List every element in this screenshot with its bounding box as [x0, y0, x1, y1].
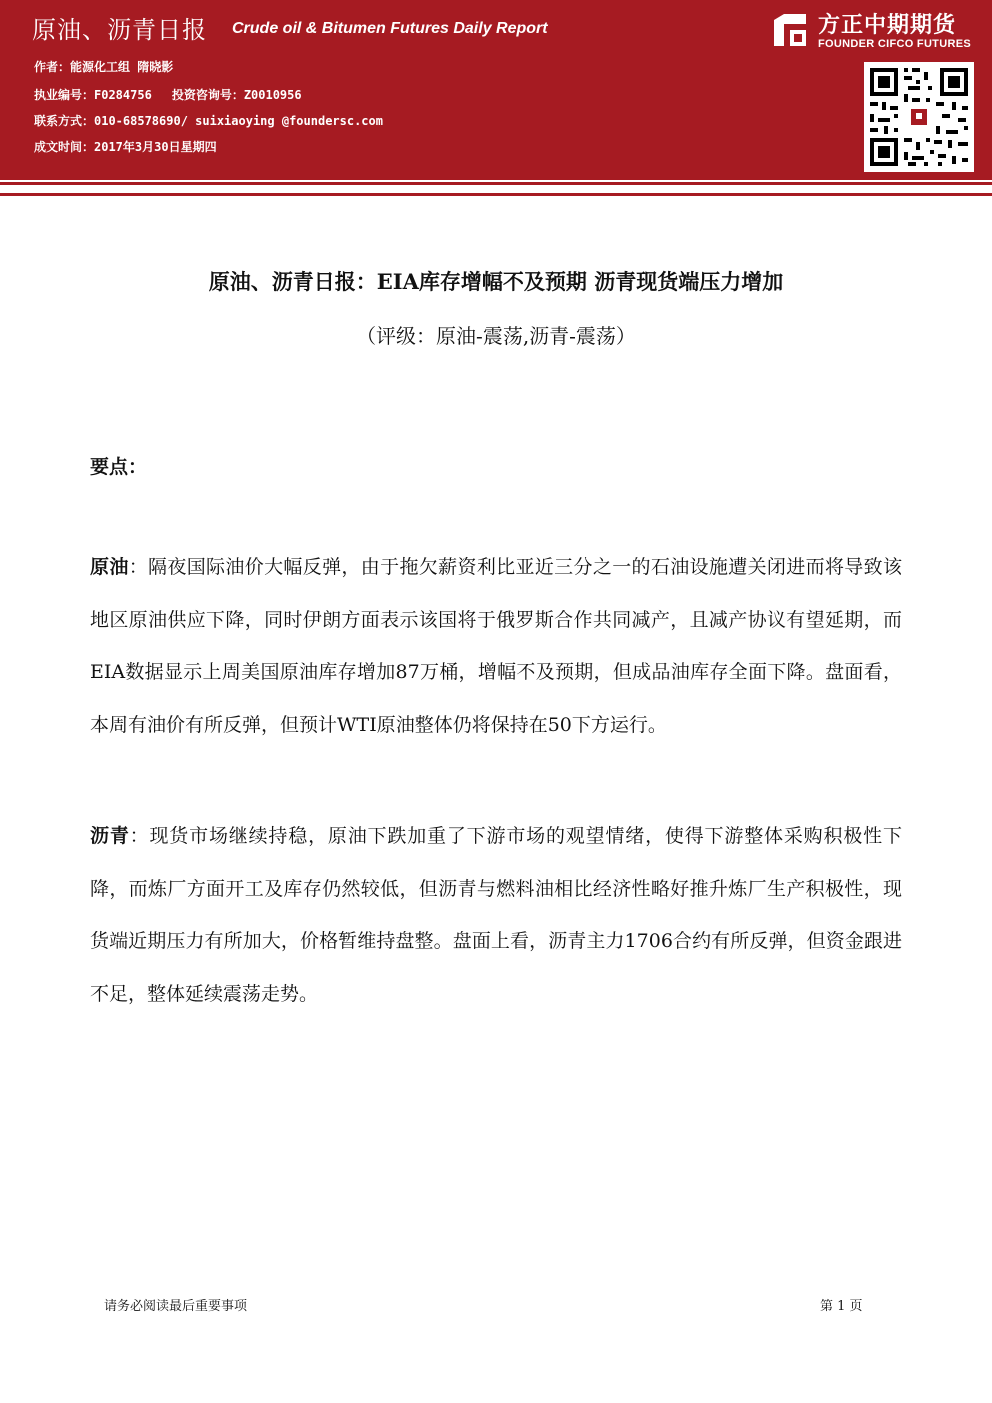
key-points-heading: 要点：: [90, 456, 148, 478]
founder-logo-icon: [770, 10, 810, 50]
qr-code-icon: [864, 62, 974, 172]
author-line: 作者：能源化工组 隋晓影: [34, 60, 174, 74]
report-title-en: Crude oil & Bitumen Futures Daily Report: [232, 20, 548, 37]
consult-number: 投资咨询号：Z0010956: [171, 88, 302, 102]
crude-oil-paragraph: [90, 541, 902, 751]
license-line: [34, 86, 302, 103]
crude-oil-label: 原油: [90, 556, 129, 578]
bitumen-paragraph: [90, 810, 902, 1020]
report-title-cn: 原油、沥青日报: [32, 16, 207, 44]
logo-text-cn: 方正中期期货: [818, 13, 957, 38]
license-number: 执业编号：F0284756: [34, 88, 152, 102]
header-divider-line: [0, 193, 992, 196]
page-number: 第 1 页: [820, 1299, 863, 1314]
bitumen-text: ：现货市场继续持稳，原油下跌加重了下游市场的观望情绪，使得下游整体采购积极性下降，而炼厂方面开工及库存仍然较低，但沥青与燃料油相比经济性略好推升炼厂生产积极性，现货端近期压力有所加大，价格暂维持盘整。盘面上看，沥青主力1706合约有所反弹，但资金跟进不足，整体延续震荡走势。: [90, 825, 902, 1005]
footer-notice: 请务必阅读最后重要事项: [104, 1299, 248, 1314]
document-rating: （评级：原油-震荡,沥青-震荡）: [356, 324, 636, 348]
contact-line: 联系方式：010-68578690/ suixiaoying @foundersc.com: [34, 114, 383, 128]
document-title: 原油、沥青日报：EIA库存增幅不及预期 沥青现货端压力增加: [208, 269, 784, 294]
logo-text-en: FOUNDER CIFCO FUTURES: [818, 38, 971, 50]
bitumen-label: 沥青: [90, 825, 130, 847]
crude-oil-text: ：隔夜国际油价大幅反弹，由于拖欠薪资利比亚近三分之一的石油设施遭关闭进而将导致该地区原油供应下降，同时伊朗方面表示该国将于俄罗斯合作共同减产，且减产协议有望延期，而EIA数据显示上周美国原油库存增加87万桶，增幅不及预期，但成品油库存全面下降。盘面看，本周有油价有所反弹，但预计WTI原油整体仍将保持在50下方运行。: [90, 556, 902, 736]
report-header: [0, 0, 992, 180]
date-line: 成文时间：2017年3月30日星期四: [34, 140, 217, 154]
company-logo: [770, 8, 984, 54]
